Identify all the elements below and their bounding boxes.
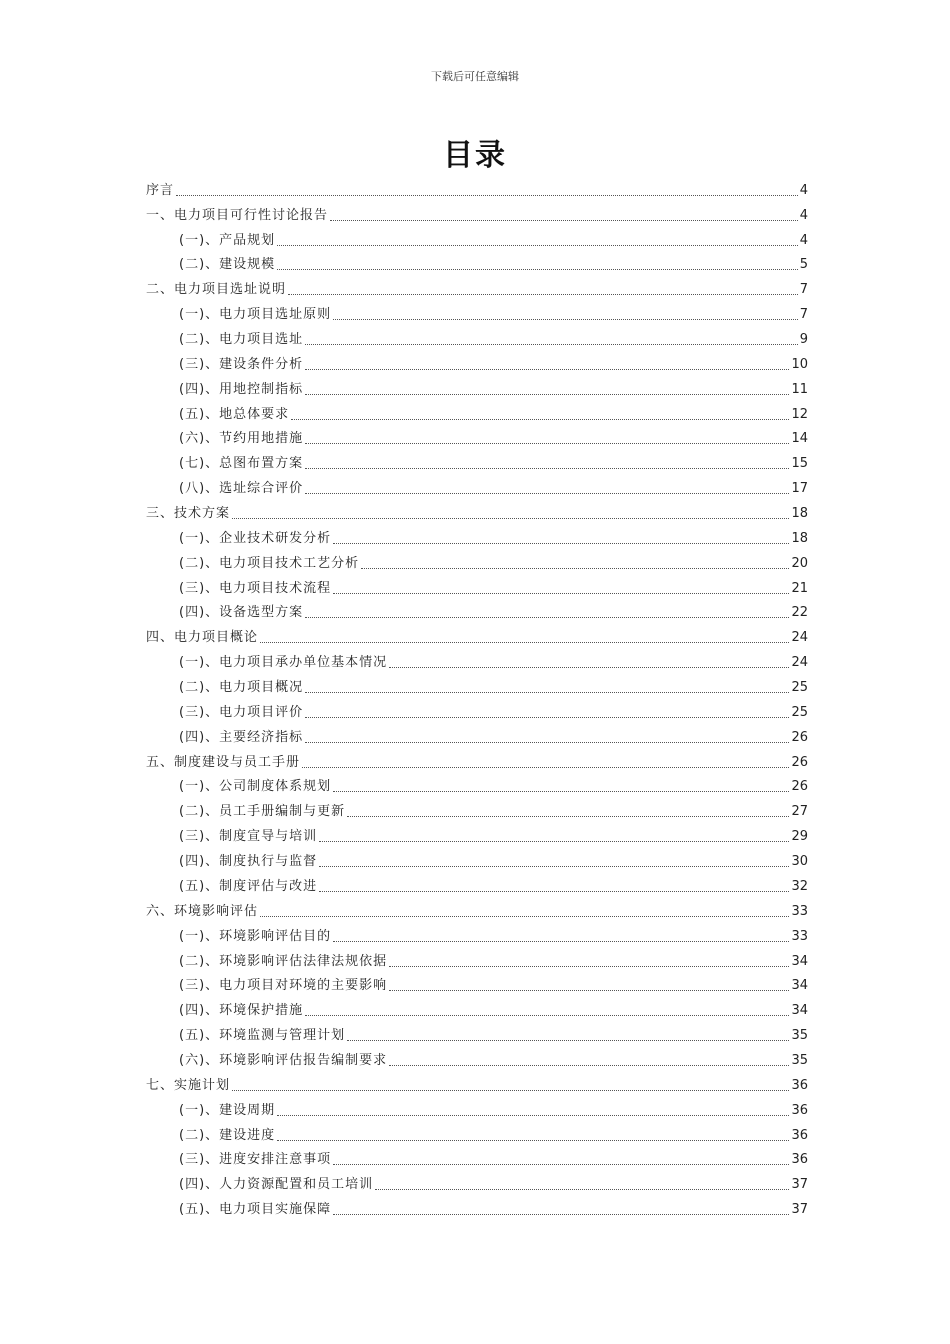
toc-entry[interactable] xyxy=(146,920,808,945)
toc-dot-leader xyxy=(347,1040,789,1041)
toc-entry-page-number: 5 xyxy=(799,257,808,273)
toc-dot-leader xyxy=(333,593,789,594)
toc-entry[interactable] xyxy=(146,249,808,274)
toc-entry-page-number: 36 xyxy=(791,1127,808,1143)
toc-entry-label: 二、电力项目选址说明 xyxy=(146,282,287,298)
toc-entry[interactable] xyxy=(146,373,808,398)
toc-entry[interactable] xyxy=(146,1168,808,1193)
toc-dot-leader xyxy=(232,1090,789,1091)
toc-dot-leader xyxy=(333,543,789,544)
toc-entry-page-number: 37 xyxy=(791,1202,808,1218)
toc-entry[interactable] xyxy=(146,1144,808,1169)
toc-entry-label: (一)、电力项目承办单位基本情况 xyxy=(179,655,388,671)
toc-dot-leader xyxy=(361,568,789,569)
toc-dot-leader xyxy=(389,667,789,668)
toc-entry[interactable] xyxy=(146,174,808,199)
toc-entry-label: (三)、电力项目评价 xyxy=(179,704,304,720)
toc-dot-leader xyxy=(302,767,789,768)
toc-dot-leader xyxy=(333,1214,789,1215)
toc-entry-page-number: 34 xyxy=(791,1003,808,1019)
toc-dot-leader xyxy=(277,245,798,246)
toc-entry-label: (二)、电力项目技术工艺分析 xyxy=(179,555,360,571)
toc-entry-label: (二)、环境影响评估法律法规依据 xyxy=(179,953,388,969)
toc-entry-label: (四)、用地控制指标 xyxy=(179,381,304,397)
toc-entry-page-number: 17 xyxy=(791,481,808,497)
toc-entry[interactable] xyxy=(146,1019,808,1044)
toc-dot-leader xyxy=(333,941,789,942)
toc-dot-leader xyxy=(389,966,789,967)
toc-dot-leader xyxy=(333,791,789,792)
toc-entry-label: 四、电力项目概论 xyxy=(146,630,259,646)
header-note: 下载后可任意编辑 xyxy=(431,70,519,83)
toc-entry[interactable] xyxy=(146,547,808,572)
toc-entry-page-number: 10 xyxy=(791,356,808,372)
toc-entry-page-number: 26 xyxy=(791,729,808,745)
toc-entry-label: (五)、环境监测与管理计划 xyxy=(179,1028,346,1044)
toc-dot-leader xyxy=(291,419,789,420)
toc-entry-label: 六、环境影响评估 xyxy=(146,903,259,919)
toc-entry[interactable] xyxy=(146,895,808,920)
toc-entry-page-number: 14 xyxy=(791,431,808,447)
toc-entry-page-number: 7 xyxy=(799,282,808,298)
toc-entry[interactable] xyxy=(146,721,808,746)
toc-entry[interactable] xyxy=(146,746,808,771)
toc-entry[interactable] xyxy=(146,870,808,895)
table-of-contents xyxy=(146,174,808,1218)
toc-entry-page-number: 15 xyxy=(791,456,808,472)
toc-entry-page-number: 36 xyxy=(791,1077,808,1093)
toc-entry-page-number: 26 xyxy=(791,779,808,795)
toc-entry[interactable] xyxy=(146,845,808,870)
toc-entry-label: 一、电力项目可行性讨论报告 xyxy=(146,207,329,223)
toc-entry[interactable] xyxy=(146,398,808,423)
toc-entry[interactable] xyxy=(146,348,808,373)
toc-entry[interactable] xyxy=(146,945,808,970)
toc-entry-label: (八)、选址综合评价 xyxy=(179,481,304,497)
toc-entry-page-number: 4 xyxy=(799,207,808,223)
toc-dot-leader xyxy=(333,1164,789,1165)
toc-entry-page-number: 37 xyxy=(791,1177,808,1193)
toc-entry-label: (二)、建设进度 xyxy=(179,1127,276,1143)
toc-entry[interactable] xyxy=(146,1094,808,1119)
toc-entry[interactable] xyxy=(146,1069,808,1094)
toc-entry-page-number: 26 xyxy=(791,754,808,770)
toc-entry-label: (一)、建设周期 xyxy=(179,1102,276,1118)
toc-entry-label: (五)、地总体要求 xyxy=(179,406,290,422)
toc-dot-leader xyxy=(305,394,789,395)
toc-dot-leader xyxy=(232,518,789,519)
toc-entry-page-number: 36 xyxy=(791,1152,808,1168)
toc-entry[interactable] xyxy=(146,298,808,323)
toc-entry-label: 三、技术方案 xyxy=(146,506,231,522)
toc-entry-label: (一)、企业技术研发分析 xyxy=(179,530,332,546)
toc-dot-leader xyxy=(333,319,798,320)
toc-entry-label: 五、制度建设与员工手册 xyxy=(146,754,301,770)
toc-entry-page-number: 21 xyxy=(791,580,808,596)
toc-entry-page-number: 24 xyxy=(791,630,808,646)
toc-entry-page-number: 4 xyxy=(799,182,808,198)
toc-entry[interactable] xyxy=(146,994,808,1019)
toc-entry-page-number: 22 xyxy=(791,605,808,621)
toc-entry-label: (六)、节约用地措施 xyxy=(179,431,304,447)
toc-entry-label: (二)、电力项目概况 xyxy=(179,680,304,696)
toc-entry-label: (五)、电力项目实施保障 xyxy=(179,1202,332,1218)
toc-title: 目录 xyxy=(443,138,507,173)
toc-dot-leader xyxy=(330,220,798,221)
toc-entry-page-number: 33 xyxy=(791,903,808,919)
toc-entry-page-number: 34 xyxy=(791,978,808,994)
toc-entry[interactable] xyxy=(146,597,808,622)
toc-entry-label: (七)、总图布置方案 xyxy=(179,456,304,472)
toc-entry[interactable] xyxy=(146,970,808,995)
toc-entry-page-number: 33 xyxy=(791,928,808,944)
toc-entry-label: (四)、设备选型方案 xyxy=(179,605,304,621)
toc-entry[interactable] xyxy=(146,671,808,696)
toc-entry-label: (二)、员工手册编制与更新 xyxy=(179,804,346,820)
toc-entry[interactable] xyxy=(146,771,808,796)
toc-entry-label: (一)、产品规划 xyxy=(179,232,276,248)
toc-entry-label: 七、实施计划 xyxy=(146,1077,231,1093)
toc-entry[interactable] xyxy=(146,572,808,597)
toc-entry-page-number: 32 xyxy=(791,878,808,894)
toc-dot-leader xyxy=(375,1189,789,1190)
toc-entry[interactable] xyxy=(146,1193,808,1218)
toc-entry[interactable] xyxy=(146,497,808,522)
toc-dot-leader xyxy=(389,990,789,991)
toc-entry-label: (一)、环境影响评估目的 xyxy=(179,928,332,944)
toc-entry-label: (一)、电力项目选址原则 xyxy=(179,307,332,323)
toc-dot-leader xyxy=(260,916,789,917)
toc-dot-leader xyxy=(389,1065,789,1066)
toc-entry-label: (六)、环境影响评估报告编制要求 xyxy=(179,1052,388,1068)
toc-dot-leader xyxy=(288,294,798,295)
toc-entry-label: (一)、公司制度体系规划 xyxy=(179,779,332,795)
toc-dot-leader xyxy=(305,344,798,345)
toc-entry-label: (三)、制度宣导与培训 xyxy=(179,829,318,845)
toc-entry-page-number: 29 xyxy=(791,829,808,845)
toc-entry[interactable] xyxy=(146,423,808,448)
toc-entry-label: (四)、主要经济指标 xyxy=(179,729,304,745)
toc-dot-leader xyxy=(260,642,789,643)
toc-dot-leader xyxy=(305,1015,789,1016)
toc-entry-page-number: 18 xyxy=(791,530,808,546)
toc-entry-label: (二)、建设规模 xyxy=(179,257,276,273)
toc-entry[interactable] xyxy=(146,646,808,671)
toc-entry-label: (四)、环境保护措施 xyxy=(179,1003,304,1019)
toc-entry-page-number: 9 xyxy=(799,332,808,348)
toc-entry-page-number: 34 xyxy=(791,953,808,969)
toc-dot-leader xyxy=(319,841,789,842)
toc-entry[interactable] xyxy=(146,224,808,249)
toc-entry-page-number: 36 xyxy=(791,1102,808,1118)
toc-entry[interactable] xyxy=(146,199,808,224)
toc-entry[interactable] xyxy=(146,621,808,646)
toc-entry-page-number: 30 xyxy=(791,854,808,870)
toc-entry[interactable] xyxy=(146,1044,808,1069)
toc-dot-leader xyxy=(305,617,789,618)
toc-dot-leader xyxy=(347,816,789,817)
toc-entry-label: (四)、人力资源配置和员工培训 xyxy=(179,1177,374,1193)
toc-entry-page-number: 27 xyxy=(791,804,808,820)
toc-entry-page-number: 25 xyxy=(791,704,808,720)
toc-entry[interactable] xyxy=(146,820,808,845)
toc-entry-page-number: 7 xyxy=(799,307,808,323)
toc-entry-label: (三)、进度安排注意事项 xyxy=(179,1152,332,1168)
toc-entry-label: (三)、建设条件分析 xyxy=(179,356,304,372)
toc-entry-page-number: 35 xyxy=(791,1052,808,1068)
toc-entry[interactable] xyxy=(146,1119,808,1144)
toc-dot-leader xyxy=(305,742,789,743)
toc-entry-page-number: 11 xyxy=(791,381,808,397)
toc-entry[interactable] xyxy=(146,522,808,547)
toc-entry[interactable] xyxy=(146,472,808,497)
toc-dot-leader xyxy=(176,195,798,196)
toc-entry-page-number: 25 xyxy=(791,680,808,696)
toc-dot-leader xyxy=(305,692,789,693)
toc-entry[interactable] xyxy=(146,795,808,820)
toc-entry-page-number: 24 xyxy=(791,655,808,671)
toc-entry-label: 序言 xyxy=(146,182,175,198)
toc-entry[interactable] xyxy=(146,273,808,298)
toc-dot-leader xyxy=(277,1140,789,1141)
toc-entry[interactable] xyxy=(146,696,808,721)
toc-dot-leader xyxy=(305,717,789,718)
toc-entry-page-number: 20 xyxy=(791,555,808,571)
toc-entry-page-number: 4 xyxy=(799,232,808,248)
toc-dot-leader xyxy=(277,269,798,270)
toc-dot-leader xyxy=(277,1115,789,1116)
toc-entry-label: (三)、电力项目对环境的主要影响 xyxy=(179,978,388,994)
toc-entry[interactable] xyxy=(146,447,808,472)
toc-entry-label: (二)、电力项目选址 xyxy=(179,332,304,348)
toc-entry-label: (三)、电力项目技术流程 xyxy=(179,580,332,596)
toc-dot-leader xyxy=(305,468,789,469)
toc-dot-leader xyxy=(319,866,789,867)
toc-dot-leader xyxy=(305,369,789,370)
toc-dot-leader xyxy=(319,891,789,892)
toc-entry-page-number: 12 xyxy=(791,406,808,422)
toc-entry[interactable] xyxy=(146,323,808,348)
toc-dot-leader xyxy=(305,443,789,444)
toc-entry-page-number: 35 xyxy=(791,1028,808,1044)
toc-entry-label: (四)、制度执行与监督 xyxy=(179,854,318,870)
toc-entry-page-number: 18 xyxy=(791,506,808,522)
toc-entry-label: (五)、制度评估与改进 xyxy=(179,878,318,894)
toc-dot-leader xyxy=(305,493,789,494)
